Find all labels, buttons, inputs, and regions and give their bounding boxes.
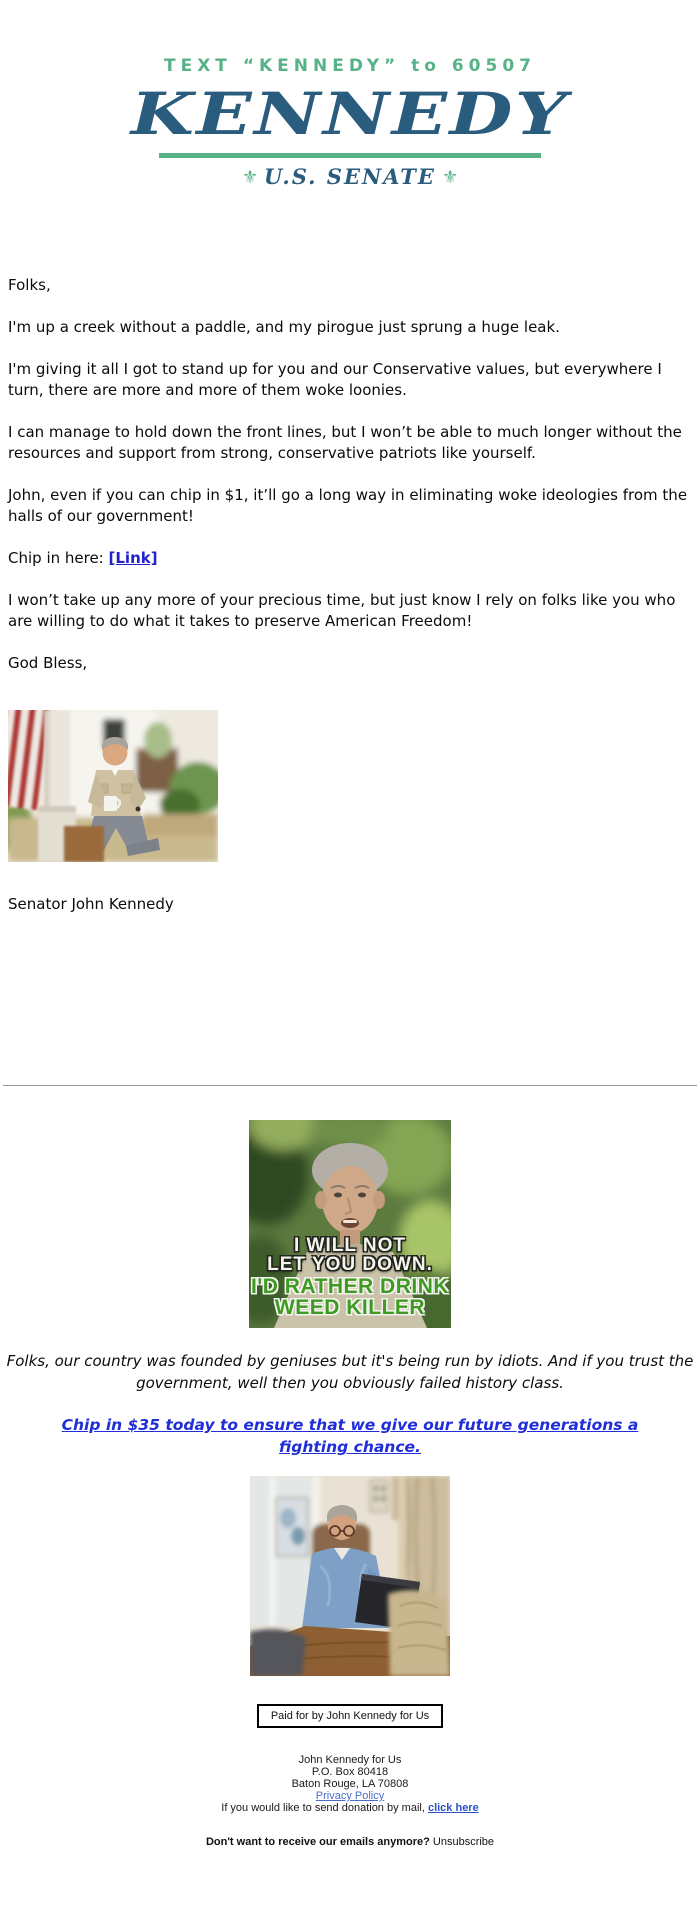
section-divider — [3, 1085, 697, 1086]
footer-city-state-zip: Baton Rouge, LA 70808 — [291, 1778, 409, 1790]
kennedy-logo: KENNEDY — [130, 80, 570, 148]
chip-in-35-link[interactable]: Chip in $35 today to ensure that we give our future generations a fighting chance. — [61, 1416, 639, 1456]
footer-address-block — [0, 1754, 700, 1814]
email-header — [0, 0, 700, 191]
letter-paragraph-3: I can manage to hold down the front lines, but I won’t be able to much longer without the resources and support from strong, conservative patriots like yourself. — [8, 423, 682, 462]
paid-for-row — [0, 1704, 700, 1728]
unsubscribe-row — [0, 1836, 700, 1923]
us-senate-tagline — [0, 164, 700, 191]
donation-mail-link[interactable]: click here — [427, 1802, 479, 1814]
fleur-de-lis-icon: ⚜ — [241, 167, 259, 188]
quote-text: Folks, our country was founded by geniuses but it's being run by idiots. And if you trust the government, well then you obviously failed history class. — [6, 1352, 694, 1392]
tagline-label: U.S. SENATE — [264, 164, 436, 189]
meme-photo — [249, 1120, 451, 1328]
letter-paragraph-1: I'm up a creek without a paddle, and my pirogue just sprung a huge leak. — [8, 318, 560, 336]
weed-killer-meme — [249, 1120, 451, 1328]
meme-caption-line-1: I WILL NOT — [293, 1235, 407, 1256]
logo-underline — [159, 153, 541, 158]
text-to-donate-line: TEXT “KENNEDY” to 60507 — [163, 56, 536, 76]
meme-caption-line-3: I'D RATHER DRINK — [250, 1275, 450, 1298]
footer-org-name: John Kennedy for Us — [298, 1754, 402, 1766]
kennedy-porch-photo — [8, 710, 218, 862]
letter-paragraph-4: John, even if you can chip in $1, it’ll go a long way in eliminating woke ideologies from the halls of our government! — [8, 486, 688, 525]
meme-caption-line-2: LET YOU DOWN. — [267, 1254, 433, 1275]
letter-paragraph-5: I won’t take up any more of your precious time, but just know I rely on folks like you who are willing to do what it takes to preserve American Freedom! — [8, 591, 676, 630]
chip-in-label: Chip in here: — [8, 549, 109, 567]
footer-po-box: P.O. Box 80418 — [311, 1766, 389, 1778]
letter-body — [0, 191, 700, 674]
meme-caption-line-4: WEED KILLER — [274, 1296, 426, 1319]
fleur-de-lis-icon: ⚜ — [441, 167, 459, 188]
paid-for-disclaimer: Paid for by John Kennedy for Us — [257, 1704, 443, 1728]
kennedy-desk-photo — [250, 1476, 450, 1676]
unsubscribe-link[interactable]: Unsubscribe — [432, 1836, 495, 1848]
unsubscribe-question: Don't want to receive our emails anymore? — [205, 1836, 430, 1848]
privacy-policy-link[interactable]: Privacy Policy — [315, 1790, 385, 1802]
signature-name: Senator John Kennedy — [8, 895, 174, 913]
letter-paragraph-2: I'm giving it all I got to stand up for you and our Conservative values, but everywhere I turn, there are more and more of them woke loonies. — [8, 360, 662, 399]
whitespace-spacer — [0, 915, 700, 1085]
salutation: Folks, — [8, 276, 51, 294]
closing: God Bless, — [8, 654, 88, 672]
donation-mail-line — [0, 1802, 700, 1814]
donation-mail-text: If you would like to send donation by mail, — [221, 1802, 425, 1814]
chip-in-link[interactable]: [Link] — [108, 549, 158, 567]
chip-in-line — [8, 548, 692, 569]
